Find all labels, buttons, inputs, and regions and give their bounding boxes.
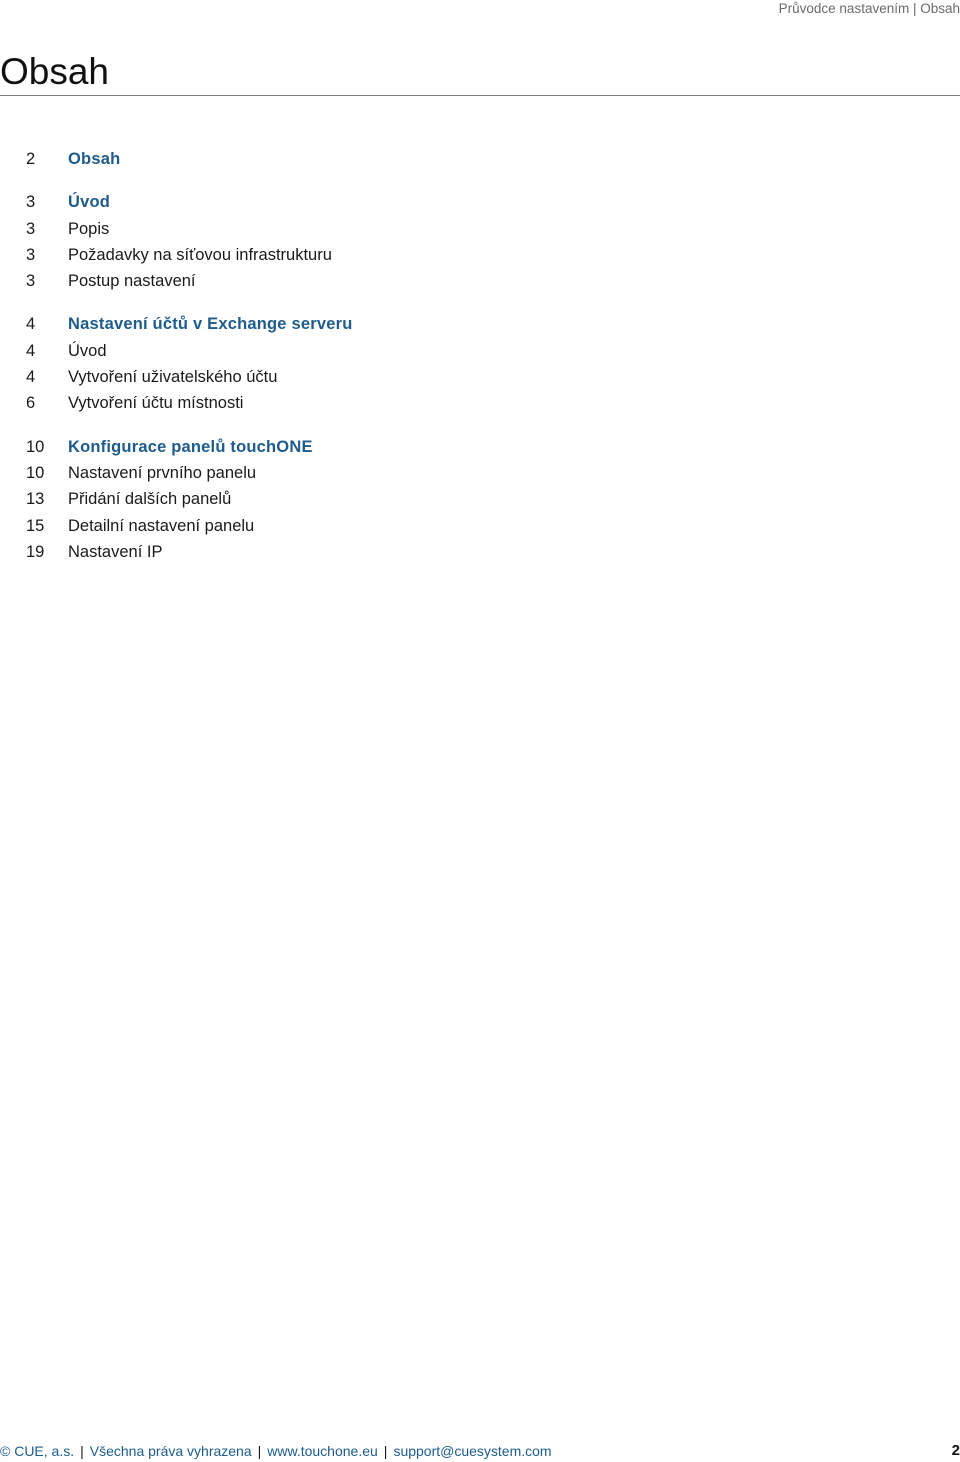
toc-entry[interactable] bbox=[0, 460, 960, 486]
toc-heading-entry[interactable] bbox=[0, 311, 960, 337]
toc-page-number: 15 bbox=[26, 516, 45, 535]
toc-section bbox=[0, 434, 960, 565]
toc-entry[interactable] bbox=[0, 390, 960, 416]
toc-entry-label[interactable]: Úvod bbox=[68, 341, 107, 360]
toc-section bbox=[0, 189, 960, 294]
toc-page-number: 4 bbox=[26, 341, 36, 360]
toc-entry-label[interactable]: Detailní nastavení panelu bbox=[68, 516, 255, 535]
footer-separator: | bbox=[80, 1443, 84, 1459]
toc-entry[interactable] bbox=[0, 486, 960, 512]
toc-page-number: 3 bbox=[26, 245, 36, 264]
footer-email-link[interactable]: support@cuesystem.com bbox=[393, 1443, 552, 1459]
toc-heading-label[interactable]: Nastavení účtů v Exchange serveru bbox=[68, 315, 353, 334]
toc-entry[interactable] bbox=[0, 268, 960, 294]
toc-entry-label[interactable]: Nastavení prvního panelu bbox=[68, 463, 257, 482]
title-divider bbox=[0, 95, 960, 96]
toc-heading-entry[interactable] bbox=[0, 189, 960, 215]
footer bbox=[0, 1440, 960, 1462]
toc-heading-label[interactable]: Úvod bbox=[68, 193, 111, 212]
footer-copyright: © CUE, a.s. bbox=[0, 1443, 75, 1459]
page-title: Obsah bbox=[0, 51, 110, 92]
toc-entry-label[interactable]: Popis bbox=[68, 219, 110, 238]
toc-page-number: 10 bbox=[26, 437, 45, 456]
footer-separator: | bbox=[257, 1443, 262, 1459]
table-of-contents bbox=[0, 146, 960, 582]
toc-entry[interactable] bbox=[0, 364, 960, 390]
toc-page-number: 2 bbox=[26, 150, 36, 168]
footer-website-link[interactable]: www.touchone.eu bbox=[267, 1443, 378, 1459]
toc-page-number: 4 bbox=[26, 368, 36, 387]
running-header: Průvodce nastavením | Obsah bbox=[778, 1, 960, 16]
toc-page-number: 3 bbox=[26, 219, 36, 238]
toc-entry[interactable] bbox=[0, 338, 960, 364]
footer-rights: Všechna práva vyhrazena bbox=[89, 1443, 252, 1459]
toc-heading-entry[interactable] bbox=[0, 434, 960, 460]
toc-entry[interactable] bbox=[0, 216, 960, 242]
toc-entry-label[interactable]: Postup nastavení bbox=[68, 272, 196, 291]
toc-page-number: 13 bbox=[26, 490, 45, 509]
toc-entry[interactable] bbox=[0, 513, 960, 539]
toc-entry[interactable] bbox=[0, 242, 960, 268]
toc-page-number: 4 bbox=[26, 315, 36, 334]
toc-page-number: 19 bbox=[26, 542, 45, 561]
toc-page-number: 6 bbox=[26, 394, 36, 413]
toc-entry-label[interactable]: Požadavky na síťovou infrastrukturu bbox=[68, 245, 332, 264]
toc-entry-label[interactable]: Vytvoření uživatelského účtu bbox=[68, 368, 278, 387]
toc-heading-label[interactable]: Konfigurace panelů touchONE bbox=[68, 437, 313, 456]
toc-entry[interactable] bbox=[0, 539, 960, 565]
footer-separator: | bbox=[383, 1443, 388, 1459]
toc-entry-label[interactable]: Přidání dalších panelů bbox=[68, 490, 232, 509]
footer-text bbox=[0, 1440, 552, 1462]
toc-heading-label[interactable]: Obsah bbox=[68, 150, 121, 168]
toc-heading-entry[interactable] bbox=[0, 146, 960, 172]
toc-page-number: 3 bbox=[26, 193, 36, 212]
page-number: 2 bbox=[951, 1442, 960, 1459]
toc-entry-label[interactable]: Nastavení IP bbox=[68, 542, 163, 561]
toc-page-number: 3 bbox=[26, 272, 36, 291]
toc-section bbox=[0, 311, 960, 416]
toc-page-number: 10 bbox=[26, 463, 45, 482]
toc-section bbox=[0, 146, 960, 172]
toc-entry-label[interactable]: Vytvoření účtu místnosti bbox=[68, 394, 244, 413]
